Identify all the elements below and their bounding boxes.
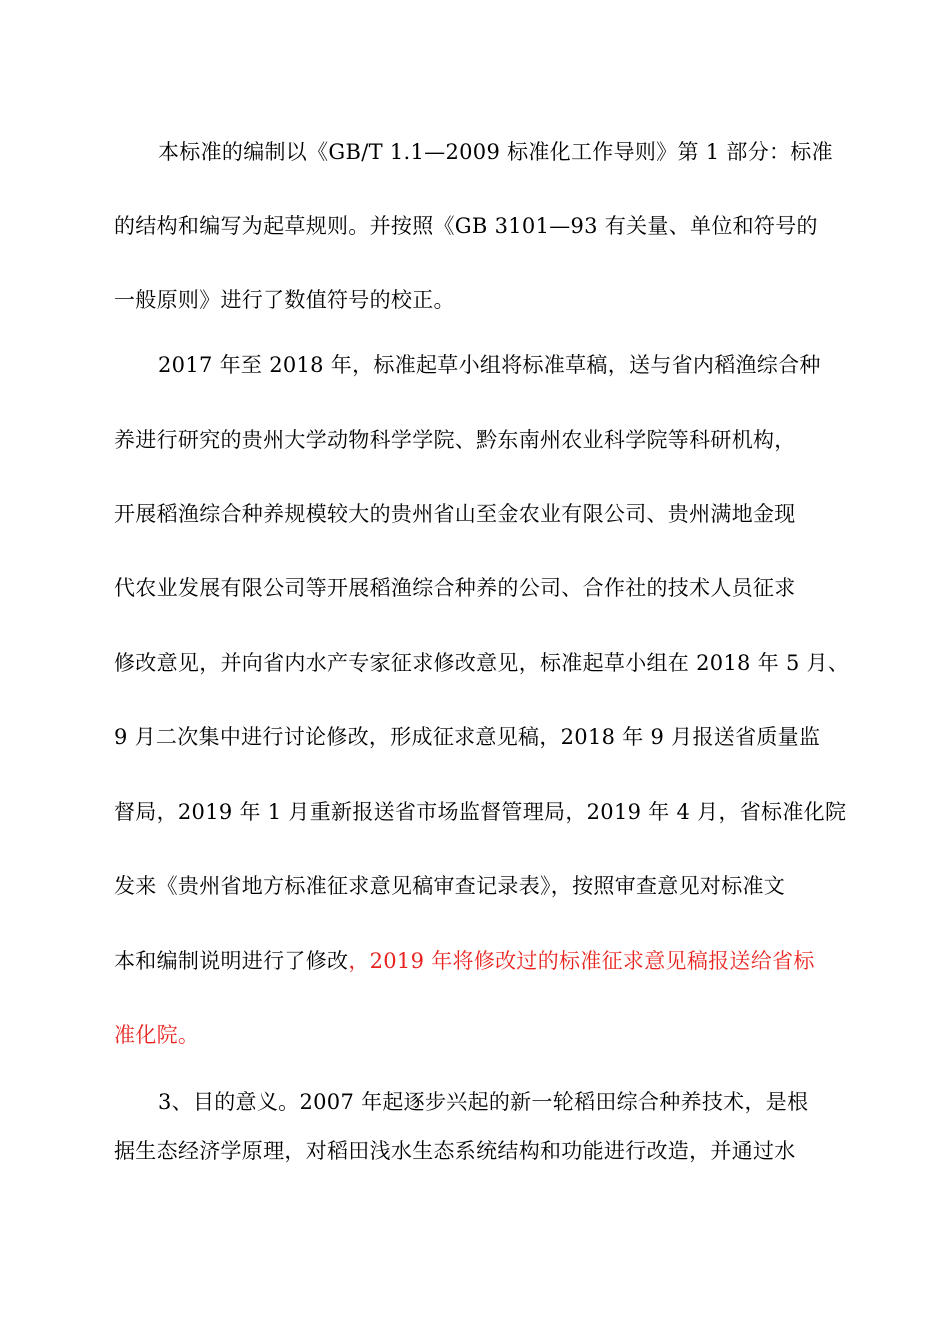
paragraph-2-line-9-text: 本和编制说明进行了修改 <box>114 949 349 973</box>
paragraph-2-line-1: 2017 年至 2018 年，标准起草小组将标准草稿，送与省内稻渔综合种 <box>158 353 821 377</box>
paragraph-2-line-9 <box>114 946 874 976</box>
paragraph-1-line-3: 一般原则》进行了数值符号的校正。 <box>114 288 455 312</box>
paragraph-2-line-6: 9 月二次集中进行讨论修改，形成征求意见稿，2018 年 9 月报送省质量监 <box>114 725 821 749</box>
paragraph-2-line-2: 养进行研究的贵州大学动物科学学院、黔东南州农业科学院等科研机构， <box>114 428 796 452</box>
paragraph-1-line-1: 本标准的编制以《GB/T 1.1—2009 标准化工作导则》第 1 部分：标准 <box>158 140 833 164</box>
paragraph-3-line-1: 3、目的意义。2007 年起逐步兴起的新一轮稻田综合种养技术，是根 <box>158 1090 809 1114</box>
paragraph-2-line-5: 修改意见，并向省内水产专家征求修改意见，标准起草小组在 2018 年 5 月、 <box>114 651 850 675</box>
highlighted-revision-text-end: 准化院。 <box>114 1023 200 1047</box>
paragraph-2-line-7: 督局，2019 年 1 月重新报送省市场监督管理局，2019 年 4 月，省标准化院 <box>114 800 847 824</box>
paragraph-3-line-2: 据生态经济学原理，对稻田浅水生态系统结构和功能进行改造，并通过水 <box>114 1139 796 1163</box>
paragraph-1-line-2: 的结构和编写为起草规则。并按照《GB 3101—93 有关量、单位和符号的 <box>114 214 818 238</box>
paragraph-2-line-8: 发来《贵州省地方标准征求意见稿审查记录表》，按照审查意见对标准文 <box>114 874 786 898</box>
highlighted-revision-text: ，2019 年将修改过的标准征求意见稿报送给省标 <box>348 949 815 973</box>
paragraph-2-line-3: 开展稻渔综合种养规模较大的贵州省山至金农业有限公司、贵州满地金现 <box>114 502 796 526</box>
paragraph-2-line-4: 代农业发展有限公司等开展稻渔综合种养的公司、合作社的技术人员征求 <box>114 576 796 600</box>
